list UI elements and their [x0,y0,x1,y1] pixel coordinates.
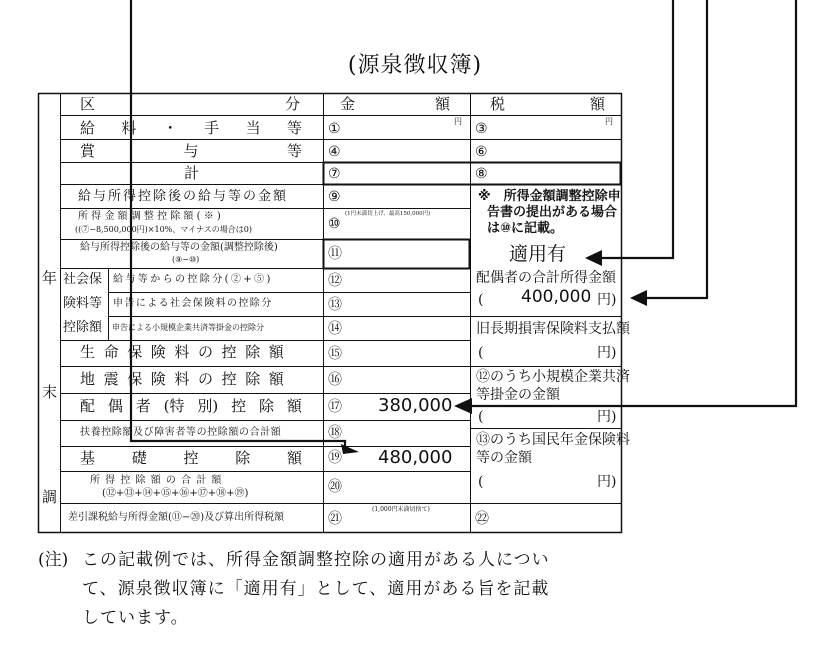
row-salary-label [80,121,302,136]
char: 等 [286,119,302,137]
spouse-income-label: 配偶者の合計所得金額 [476,270,616,286]
row-basic-num: ⑲ [328,450,342,466]
spouse-income-close: 円) [597,292,617,308]
row-dependents-num: ⑱ [328,425,342,441]
small-biz-label-1: ⑫のうち小規模企業共済 [476,369,630,385]
small-biz-open: ( [478,409,484,425]
header-amount [340,97,450,112]
char: 額 [286,397,302,415]
spouse-income-open: ( [478,292,484,308]
pension-label-2: 等の金額 [476,450,532,466]
row-bonus-label [80,144,302,159]
note-line-1: この記載例では、所得金額調整控除の適用がある人につい [82,550,550,570]
char: 控 [231,397,247,415]
row-adjust-label-2: ((⑦−8,500,000円)×10%、マイナスの場合は0) [75,225,252,234]
pension-open: ( [478,474,484,490]
row-small-biz-num: ⑭ [328,321,342,337]
row-total-num: ⑦ [328,166,341,182]
row-after-deduction-num: ⑨ [328,189,341,205]
char: 礎 [131,449,147,467]
row-salary-tax-yen: 円 [605,117,613,126]
side-label-adjust: 調 [42,488,58,506]
social-group-line-2: 険料等 [63,296,103,311]
row-social-salary-label: 給与等からの控除分(②+⑤) [113,274,273,285]
char: 配 [80,397,96,415]
small-biz-label-2: 等掛金の金額 [476,387,560,403]
char: (特 [163,397,185,415]
spouse-income-value: 400,000 [521,287,592,307]
right-note-line-1: ※ 所得金額調整控除申 [478,189,621,204]
side-label-year: 年 [42,269,58,287]
old-insurance-label: 旧長期損害保険料支払額 [476,321,630,337]
header-tax-right: 額 [589,95,605,113]
header-amount-left: 金 [340,95,356,113]
row-spouse-label [80,399,302,414]
row-deduction-total-num: ⑳ [328,479,342,495]
char: 等 [286,142,302,160]
char: 額 [286,449,302,467]
char: 料 [121,119,137,137]
row-total-tax-num: ⑧ [475,166,488,182]
char: 控 [183,449,199,467]
char: 給 [80,119,96,137]
row-life-label: 生命保険料の控除額 [80,343,293,361]
row-social-declared-num: ⑬ [328,297,342,313]
row-spouse-value: 380,000 [378,395,453,416]
row-adjust-note: (1円未満切上げ、最高150,000円) [345,211,431,217]
note-line-3: しています。 [82,608,189,628]
row-spouse-num: ⑰ [328,399,342,415]
old-insurance-open: ( [478,345,484,361]
row-small-biz-label: 申告による小規模企業共済等掛金の控除分 [112,323,264,332]
row-after-adjust-label-2: (⑨−⑩) [172,255,200,264]
row-social-salary-num: ⑫ [328,273,342,289]
char: 基 [80,449,96,467]
row-adjust-label-1: 所 得 金 額 調 整 控 除 額 ( ※ ) [78,211,221,222]
row-after-deduction-label: 給与所得控除後の給与等の金額 [78,189,289,204]
row-basic-value: 480,000 [378,447,453,468]
row-quake-num: ⑯ [328,372,342,388]
small-biz-close: 円) [597,409,617,425]
row-social-declared-label: 申告による社会保険料の控除分 [113,298,273,309]
char: 除 [235,449,251,467]
row-bonus-num: ④ [328,144,341,160]
header-category-left: 区 [80,95,96,113]
char: 与 [183,142,199,160]
row-salary-tax-num: ③ [475,121,488,137]
page-title: (源泉徴収簿) [347,53,483,78]
char: 当 [245,119,261,137]
header-category-right: 分 [284,95,300,113]
row-tax-final-num: ㉒ [475,511,489,527]
old-insurance-close: 円) [597,345,617,361]
row-after-adjust-num: ⑪ [328,246,342,262]
pension-label-1: ⑬のうち国民年金保険料 [476,432,630,448]
note-prefix: (注) [38,550,69,570]
row-salary-yen: 円 [454,117,462,126]
row-deduction-total-label-1: 所 得 控 除 額 の 合 計 額 [90,475,223,486]
char: 者 [135,397,151,415]
row-after-adjust-label-1: 給与所得控除後の給与等の金額(調整控除後) [80,242,278,253]
header-category [80,97,300,112]
row-deduction-total-label-2: (⑫+⑬+⑭+⑮+⑯+⑰+⑱+⑲) [102,488,249,499]
social-group-line-3: 控除額 [63,320,103,335]
right-note-line-3: は⑩に記載。 [487,221,564,236]
row-taxable-num: ㉑ [328,511,342,527]
social-group-line-1: 社会保 [63,272,103,287]
char: 偶 [107,397,123,415]
char: 除 [259,397,275,415]
row-life-num: ⑮ [328,346,342,362]
row-taxable-note: (1,000円未満切捨て) [372,506,430,513]
row-total-label: 計 [184,164,200,182]
right-applied-label: 適用有 [509,243,567,265]
row-salary-num: ① [328,121,341,137]
char: 手 [204,119,220,137]
header-tax-left: 税 [490,95,506,113]
row-quake-label: 地震保険料の控除額 [80,370,293,388]
char: 賞 [80,142,96,160]
char: 別) [197,397,219,415]
row-bonus-tax-num: ⑥ [475,144,488,160]
header-tax [490,97,605,112]
right-note-line-2: 告書の提出がある場合 [487,205,618,220]
row-basic-label [80,451,302,466]
header-amount-right: 額 [434,95,450,113]
row-dependents-label: 扶養控除額及び障害者等の控除額の合計額 [80,427,282,438]
side-label-end: 末 [42,383,58,401]
row-adjust-num: ⑩ [328,216,341,232]
pension-close: 円) [597,474,617,490]
note-line-2: て、源泉徴収簿に「適用有」として、適用がある旨を記載 [82,579,550,599]
char: ・ [162,119,178,137]
row-taxable-label: 差引課税給与所得金額(⑪−⑳)及び算出所得税額 [68,512,285,523]
